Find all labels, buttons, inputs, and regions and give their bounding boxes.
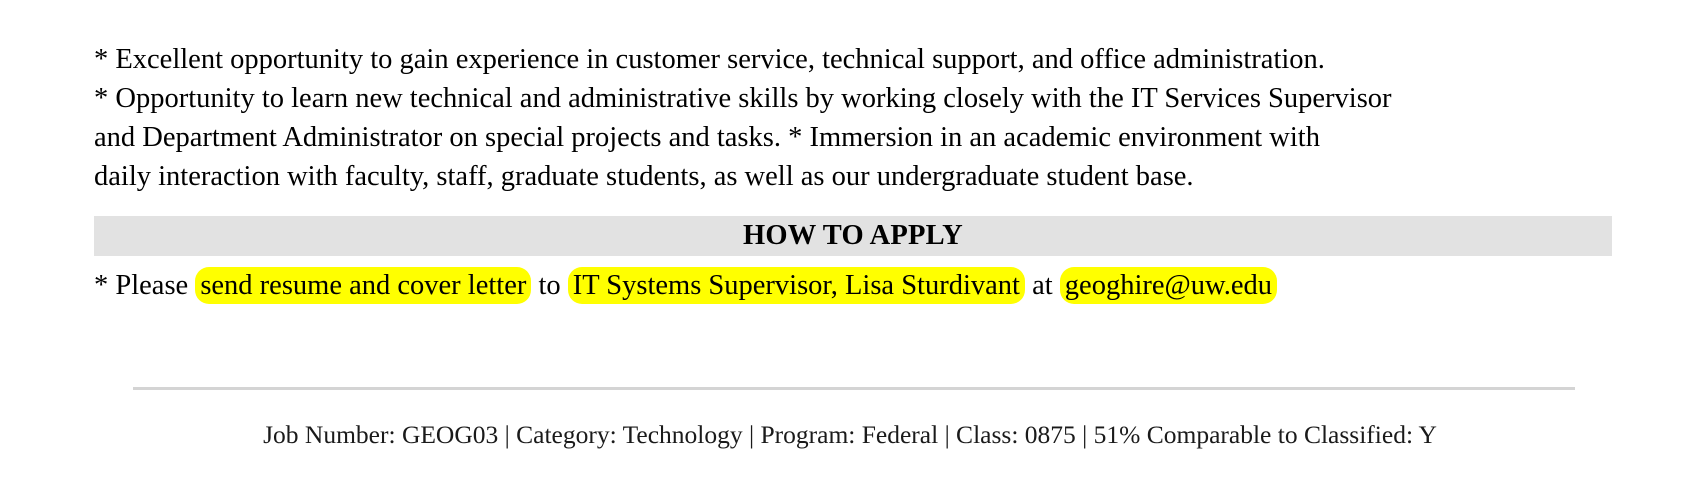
highlight-recipient: IT Systems Supervisor, Lisa Sturdivant (568, 267, 1025, 304)
apply-connector-at: at (1032, 270, 1053, 301)
apply-connector-to: to (538, 270, 561, 301)
job-posting-content (94, 40, 1654, 308)
apply-prefix: * Please (94, 270, 189, 301)
highlight-email-link[interactable]: geoghire@uw.edu (1060, 267, 1277, 304)
benefit-line-1: * Excellent opportunity to gain experience in customer service, technical support, and office administration. (94, 44, 1325, 75)
benefit-line-2: * Opportunity to learn new technical and administrative skills by working closely with the IT Services Supervisor (94, 83, 1392, 114)
benefit-line-3: and Department Administrator on special projects and tasks. * Immersion in an academic environment with (94, 122, 1320, 153)
highlight-apply-action: send resume and cover letter (195, 267, 531, 304)
benefit-line-4: daily interaction with faculty, staff, graduate students, as well as our undergraduate student base. (94, 161, 1194, 192)
footer-divider (133, 387, 1575, 390)
job-details-footer: Job Number: GEOG03 | Category: Technology | Program: Federal | Class: 0875 | 51% Comparable to Classified: Y (263, 420, 1437, 449)
benefits-section (94, 40, 1654, 196)
how-to-apply-instructions (94, 264, 1654, 308)
how-to-apply-heading: HOW TO APPLY (94, 216, 1612, 256)
